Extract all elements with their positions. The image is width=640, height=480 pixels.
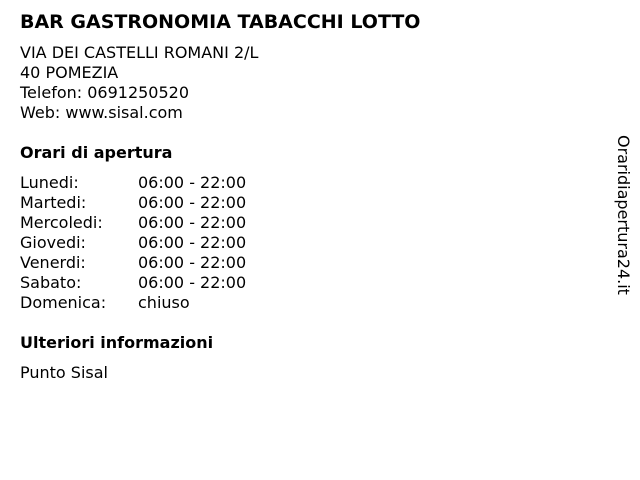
time-value: 06:00 - 22:00 — [138, 213, 247, 232]
day-label: Domenica: — [20, 293, 107, 312]
hours-row-monday — [20, 173, 600, 193]
business-name: BAR GASTRONOMIA TABACCHI LOTTO — [20, 11, 421, 33]
time-value: 06:00 - 22:00 — [138, 253, 247, 272]
time-value: 06:00 - 22:00 — [138, 273, 247, 292]
phone-line: Telefon: 0691250520 — [20, 83, 190, 102]
day-label: Sabato: — [20, 273, 82, 292]
day-label: Mercoledi: — [20, 213, 103, 232]
further-info-heading: Ulteriori informazioni — [20, 333, 214, 352]
day-label: Venerdi: — [20, 253, 86, 272]
day-label: Martedi: — [20, 193, 87, 212]
street-address: VIA DEI CASTELLI ROMANI 2/L — [20, 43, 259, 62]
hours-row-sunday — [20, 293, 600, 313]
time-value: 06:00 - 22:00 — [138, 233, 247, 252]
hours-row-saturday — [20, 273, 600, 293]
further-info-text: Punto Sisal — [20, 363, 108, 382]
city-line: 40 POMEZIA — [20, 63, 119, 82]
address-block — [20, 43, 600, 123]
time-value: chiuso — [138, 293, 190, 312]
time-value: 06:00 - 22:00 — [138, 193, 247, 212]
hours-row-tuesday — [20, 193, 600, 213]
day-label: Lunedi: — [20, 173, 79, 192]
opening-hours-heading: Orari di apertura — [20, 143, 173, 162]
site-brand-vertical: Oraridiapertura24.it — [614, 135, 633, 295]
hours-row-wednesday — [20, 213, 600, 233]
day-label: Giovedi: — [20, 233, 86, 252]
business-card — [20, 10, 600, 383]
time-value: 06:00 - 22:00 — [138, 173, 247, 192]
web-line: Web: www.sisal.com — [20, 103, 183, 122]
hours-row-thursday — [20, 233, 600, 253]
hours-row-friday — [20, 253, 600, 273]
opening-hours-table — [20, 173, 600, 313]
